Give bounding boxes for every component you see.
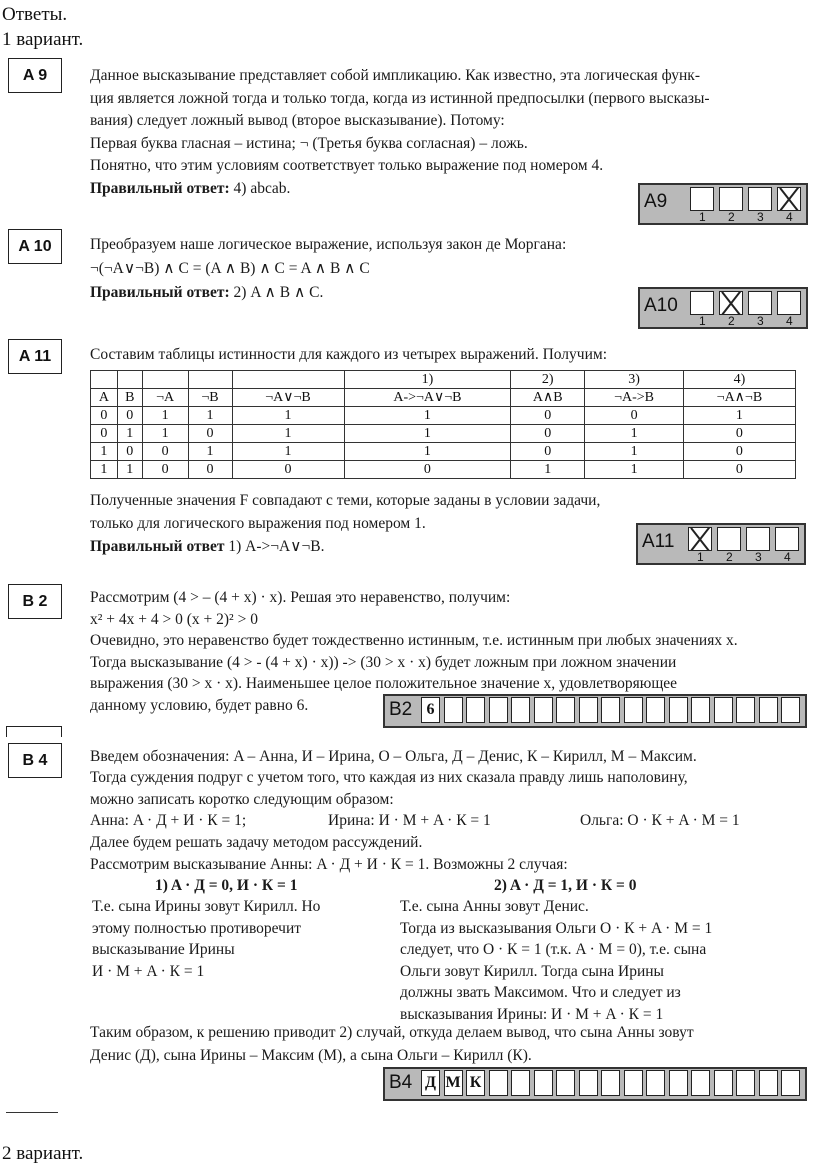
table-cell: ¬A∨¬B xyxy=(232,389,344,407)
answer-checkbox-3 xyxy=(748,187,772,211)
answer-cell xyxy=(759,1070,778,1096)
table-row xyxy=(91,407,796,425)
table-cell: 2) xyxy=(511,371,585,389)
table-cell: 0 xyxy=(683,425,795,443)
table-cell: 0 xyxy=(91,407,118,425)
answer-cell xyxy=(669,1070,688,1096)
answer-cell xyxy=(489,697,508,723)
table-cell: 1 xyxy=(188,443,232,461)
answer-cell xyxy=(669,697,688,723)
olga-statement: Ольга: О · К + A · М = 1 xyxy=(580,812,740,829)
answer-cell: М xyxy=(444,1070,463,1096)
table-cell: ¬A∧¬B xyxy=(683,389,795,407)
option-number: 3 xyxy=(757,314,764,328)
anna-statement: Анна: A · Д + И · К = 1; xyxy=(90,812,247,829)
answer-cell xyxy=(534,697,553,723)
b4-lines-line: можно записать коротко следующим образом: xyxy=(90,790,394,808)
table-cell: 1 xyxy=(142,407,188,425)
answer-cell xyxy=(511,1070,530,1096)
a9-lines-line: Понятно, что этим условиям соответствует только выражение под номером 4. xyxy=(90,157,604,174)
table-cell: 1 xyxy=(91,461,118,479)
answer-cell xyxy=(691,1070,710,1096)
irina-statement: Ирина: И · М + A · К = 1 xyxy=(328,812,491,829)
table-cell xyxy=(188,371,232,389)
b4-case1-line: Т.е. сына Ирины зовут Кирилл. Но xyxy=(92,898,321,915)
answer-cell xyxy=(489,1070,508,1096)
variant-2-heading: 2 вариант. xyxy=(2,1143,84,1164)
b2-lines-line: данному условию, будет равно 6. xyxy=(90,696,309,714)
table-cell: 1 xyxy=(585,461,684,479)
table-cell xyxy=(232,371,344,389)
table-cell: 0 xyxy=(117,407,142,425)
option-number: 2 xyxy=(728,210,735,224)
a9-lines-line: Первая буква гласная – истина; ¬ (Третья буква согласная) – ложь. xyxy=(90,134,528,152)
table-cell: 0 xyxy=(142,461,188,479)
table-cell: 0 xyxy=(91,425,118,443)
option-number: 1 xyxy=(699,210,706,224)
table-cell xyxy=(142,371,188,389)
answer-text: 2) A ∧ B ∧ C. xyxy=(229,284,324,301)
answer-prefix: Правильный ответ xyxy=(90,538,225,555)
table-cell xyxy=(91,371,118,389)
a9-box-label: A9 xyxy=(644,191,668,212)
section-label-a11: A 11 xyxy=(8,339,62,374)
table-cell: ¬B xyxy=(188,389,232,407)
answer-checkbox-1 xyxy=(688,527,712,551)
a10-answer xyxy=(90,283,323,302)
answer-cell xyxy=(579,697,598,723)
table-cell: 0 xyxy=(511,407,585,425)
table-cell: 0 xyxy=(117,443,142,461)
answer-cell xyxy=(646,1070,665,1096)
b4-box-label: B4 xyxy=(389,1072,413,1093)
table-cell: 1 xyxy=(585,425,684,443)
answer-cell xyxy=(601,697,620,723)
table-cell: 0 xyxy=(683,443,795,461)
option-number: 3 xyxy=(755,550,762,564)
answer-cell xyxy=(646,697,665,723)
table-cell: ¬A xyxy=(142,389,188,407)
table-cell: 0 xyxy=(683,461,795,479)
table-cell: A->¬A∨¬B xyxy=(344,389,511,407)
b4-case1-line: высказывание Ирины xyxy=(92,941,235,958)
table-cell: 1 xyxy=(344,425,511,443)
b2-lines-line: x² + 4x + 4 > 0 (x + 2)² > 0 xyxy=(90,610,258,628)
a11-intro: Составим таблицы истинности для каждого из четырех выражений. Получим: xyxy=(90,346,608,363)
table-cell: 0 xyxy=(344,461,511,479)
divider-line xyxy=(6,1112,58,1113)
table-cell: 3) xyxy=(585,371,684,389)
answer-checkbox-1 xyxy=(690,187,714,211)
b4-conclusion-line: Денис (Д), сына Ирины – Максим (М), а сына Ольги – Кирилл (К). xyxy=(90,1046,532,1064)
answer-checkbox-1 xyxy=(690,291,714,315)
table-cell: 1 xyxy=(683,407,795,425)
table-cell: 1) xyxy=(344,371,511,389)
answer-cell xyxy=(579,1070,598,1096)
a10-lines-line: Преобразуем наше логическое выражение, используя закон де Моргана: xyxy=(90,236,567,253)
answer-cell xyxy=(556,1070,575,1096)
answer-checkbox-2 xyxy=(717,527,741,551)
table-cell: 0 xyxy=(511,443,585,461)
b4-case2-line: высказывания Ирины: И · М + A · К = 1 xyxy=(400,1005,664,1023)
table-row xyxy=(91,371,796,389)
b2-lines-line: Рассмотрим (4 > – (4 + x) · x). Решая это неравенство, получим: xyxy=(90,589,511,606)
answer-cell xyxy=(624,697,643,723)
answer-text: 4) abcab. xyxy=(229,180,291,197)
option-number: 2 xyxy=(728,314,735,328)
table-cell: 1 xyxy=(117,461,142,479)
a9-answer xyxy=(90,180,290,198)
a9-lines-line: Данное высказывание представляет собой импликацию. Как известно, эта логическая функ- xyxy=(90,67,700,84)
answer-checkbox-4 xyxy=(775,527,799,551)
table-row xyxy=(91,389,796,407)
table-cell: 0 xyxy=(188,425,232,443)
page-title: Ответы. xyxy=(2,4,68,25)
table-cell: 1 xyxy=(91,443,118,461)
table-cell: 1 xyxy=(188,407,232,425)
answer-cell xyxy=(624,1070,643,1096)
table-row xyxy=(91,461,796,479)
a10-lines-line: ¬(¬A∨¬B) ∧ C = (A ∧ B) ∧ C = A ∧ B ∧ C xyxy=(90,260,370,277)
answer-text: 1) A->¬A∨¬B. xyxy=(224,538,325,555)
b2-box-label: B2 xyxy=(389,699,413,720)
answer-checkbox-3 xyxy=(748,291,772,315)
table-cell: A xyxy=(91,389,118,407)
answer-cell xyxy=(691,697,710,723)
option-number: 4 xyxy=(784,550,791,564)
answer-cell xyxy=(714,1070,733,1096)
table-cell: 1 xyxy=(344,407,511,425)
table-cell: A∧B xyxy=(511,389,585,407)
table-cell: 1 xyxy=(117,425,142,443)
table-cell xyxy=(117,371,142,389)
table-row xyxy=(91,425,796,443)
answer-cell xyxy=(534,1070,553,1096)
table-cell: B xyxy=(117,389,142,407)
case1-title: 1) A · Д = 0, И · К = 1 xyxy=(155,877,298,894)
a10-box-label: A10 xyxy=(644,295,678,316)
answer-cell xyxy=(556,697,575,723)
answer-cell xyxy=(736,697,755,723)
b4-lines2-line: Рассмотрим высказывание Анны: A · Д + И · К = 1. Возможны 2 случая: xyxy=(90,855,568,873)
table-cell: 1 xyxy=(585,443,684,461)
section-label-a9: A 9 xyxy=(8,58,62,93)
answer-checkbox-4 xyxy=(777,187,801,211)
answer-cell xyxy=(781,697,800,723)
table-cell: 1 xyxy=(344,443,511,461)
answer-checkbox-4 xyxy=(777,291,801,315)
b4-lines2-line: Далее будем решать задачу методом рассуждений. xyxy=(90,834,423,851)
option-number: 1 xyxy=(697,550,704,564)
option-number: 1 xyxy=(699,314,706,328)
b4-case1-line: этому полностью противоречит xyxy=(92,919,302,937)
b4-case2-line: Тогда из высказывания Ольги О · К + A · М = 1 xyxy=(400,919,713,937)
a9-lines-line: вания) следует ложный вывод (второе высказывание). Потому: xyxy=(90,112,505,129)
a11-lines-line: только для логического выражения под номером 1. xyxy=(90,515,426,532)
answer-checkbox-2 xyxy=(719,187,743,211)
answer-cell xyxy=(759,697,778,723)
option-number: 4 xyxy=(786,314,793,328)
table-cell: 4) xyxy=(683,371,795,389)
option-number: 2 xyxy=(726,550,733,564)
b4-lines-line: Тогда суждения подруг с учетом того, что каждая из них сказала правду лишь наполовину, xyxy=(90,769,688,787)
b4-case2-line: следует, что О · К = 1 (т.к. A · М = 0), т.е. сына xyxy=(400,941,707,958)
b2-lines-line: Очевидно, это неравенство будет тождественно истинным, т.е. истинным при любых значениях x. xyxy=(90,632,738,649)
table-cell: 0 xyxy=(511,425,585,443)
answer-cell: К xyxy=(466,1070,485,1096)
answer-prefix: Правильный ответ: xyxy=(90,284,230,301)
truth-table xyxy=(90,370,796,479)
b4-case2-line: Т.е. сына Анны зовут Денис. xyxy=(400,898,589,915)
option-number: 4 xyxy=(786,210,793,224)
case2-title: 2) A · Д = 1, И · К = 0 xyxy=(494,877,637,894)
section-label-a10: A 10 xyxy=(8,229,62,264)
table-cell: 0 xyxy=(142,443,188,461)
answer-cell xyxy=(714,697,733,723)
answer-cell: 6 xyxy=(421,697,440,723)
answer-cell xyxy=(601,1070,620,1096)
answer-cell: Д xyxy=(421,1070,440,1096)
table-cell: 1 xyxy=(511,461,585,479)
table-cell: 1 xyxy=(232,407,344,425)
answer-prefix: Правильный ответ: xyxy=(90,180,230,197)
answer-checkbox-2 xyxy=(719,291,743,315)
b4-case1-line: И · М + A · К = 1 xyxy=(92,962,205,980)
answer-cell xyxy=(736,1070,755,1096)
bracket-mark xyxy=(6,726,62,737)
a11-lines-line: Полученные значения F совпадают с теми, которые заданы в условии задачи, xyxy=(90,492,601,509)
table-cell: 1 xyxy=(232,443,344,461)
variant-1-heading: 1 вариант. xyxy=(2,29,84,50)
b4-lines-line: Введем обозначения: A – Анна, И – Ирина, О – Ольга, Д – Денис, К – Кирилл, М – Максим. xyxy=(90,748,697,765)
section-label-b4: B 4 xyxy=(8,743,62,778)
table-cell: ¬A->B xyxy=(585,389,684,407)
answer-checkbox-3 xyxy=(746,527,770,551)
answer-cell xyxy=(466,697,485,723)
b2-lines-line: Тогда высказывание (4 > - (4 + x) · x)) -> (30 > x · x) будет ложным при ложном значении xyxy=(90,653,677,671)
table-cell: 1 xyxy=(232,425,344,443)
a11-answer xyxy=(90,537,324,556)
table-row xyxy=(91,443,796,461)
section-label-b2: B 2 xyxy=(8,584,62,619)
a9-lines-line: ция является ложной тогда и только тогда, когда из истинной предпосылки (первого высказы- xyxy=(90,89,710,107)
b2-lines-line: выражения (30 > x · x). Наименьшее целое положительное значение x, удовлетворяющее xyxy=(90,675,678,692)
a11-box-label: A11 xyxy=(642,531,675,552)
option-number: 3 xyxy=(757,210,764,224)
answer-cell xyxy=(511,697,530,723)
answer-cell xyxy=(444,697,463,723)
table-cell: 0 xyxy=(585,407,684,425)
b4-conclusion-line: Таким образом, к решению приводит 2) случай, откуда делаем вывод, что сына Анны зовут xyxy=(90,1024,694,1041)
table-cell: 0 xyxy=(232,461,344,479)
b4-case2-line: Ольги зовут Кирилл. Тогда сына Ирины xyxy=(400,962,664,980)
answer-cell xyxy=(781,1070,800,1096)
table-cell: 1 xyxy=(142,425,188,443)
table-cell: 0 xyxy=(188,461,232,479)
b4-case2-line: должны звать Максимом. Что и следует из xyxy=(400,984,681,1001)
